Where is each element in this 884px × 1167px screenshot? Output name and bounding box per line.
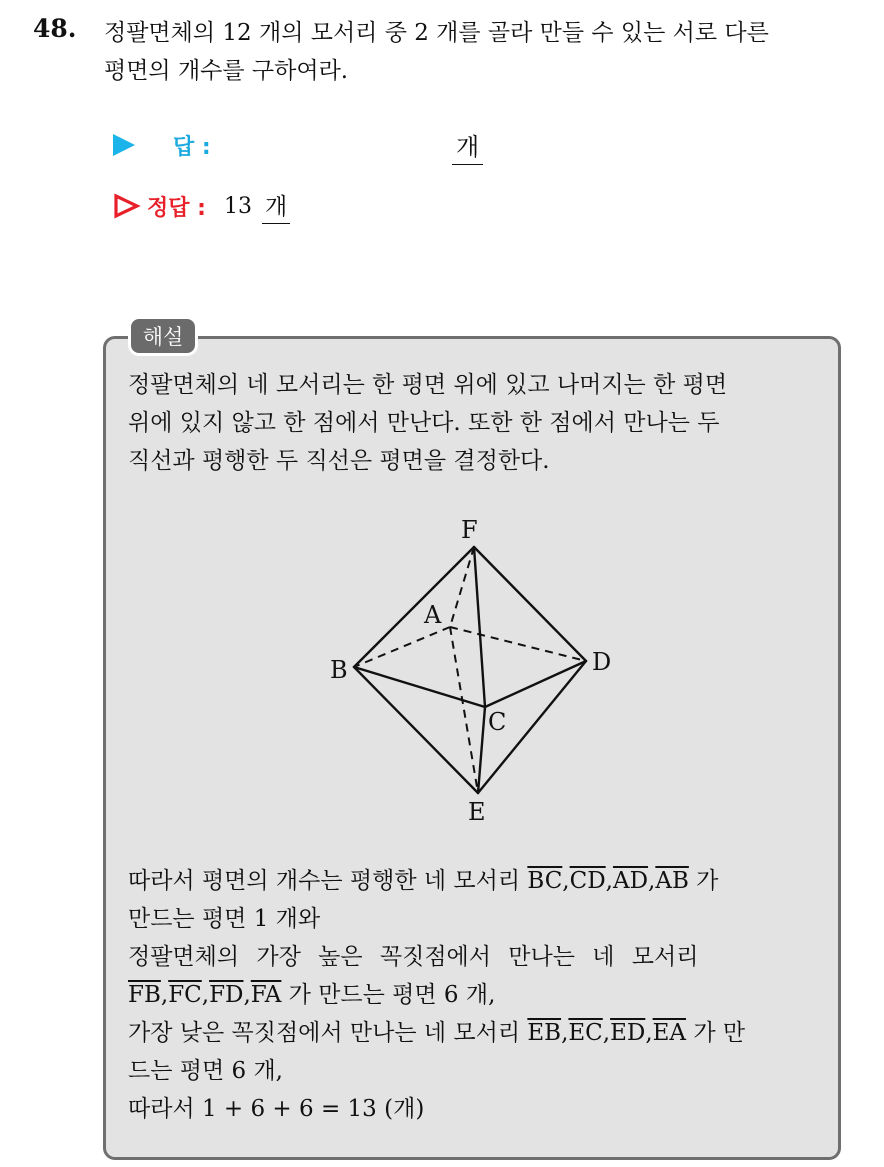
edge-notation: $\overline{AB}$	[655, 868, 689, 894]
body-text: 가 만	[693, 1020, 746, 1046]
vertex-label-C: C	[488, 708, 507, 736]
solution-body	[128, 862, 828, 1128]
outline-triangle-icon	[113, 193, 141, 219]
edge-notation: $\overline{FD}$	[209, 982, 244, 1008]
edge-notation: $\overline{BC}$	[527, 868, 563, 894]
edge-CD	[485, 661, 586, 707]
solution-tag: 해설	[128, 316, 198, 356]
answer-row	[113, 127, 211, 163]
solution-body-line: 따라서 평면의 개수는 평행한 네 모서리 $\overline{BC},\overline{CD},\overline{AD},\overline{AB}$ 가	[128, 868, 719, 894]
correct-answer-unit: 개	[262, 188, 290, 224]
body-text: 가 만드는 평면 6 개,	[288, 982, 496, 1008]
body-text: 따라서 평면의 개수는 평행한 네 모서리	[128, 868, 521, 894]
answer-blank[interactable]: 개	[452, 127, 483, 165]
correct-answer-label: 정답 :	[147, 195, 206, 221]
edge-AD	[450, 627, 586, 661]
body-text: 가장 낮은 꼭짓점에서 만나는 네 모서리	[128, 1020, 521, 1046]
correct-answer-row	[113, 188, 290, 224]
edge-notation: $\overline{EA}$	[652, 1020, 687, 1046]
question-line: 평면의 개수를 구하여라.	[104, 58, 349, 84]
solution-intro-line: 정팔면체의 네 모서리는 한 평면 위에 있고 나머지는 한 평면	[128, 372, 728, 398]
edge-notation: $\overline{CD}$	[569, 868, 606, 894]
solution-intro-line: 직선과 평행한 두 직선은 평면을 결정한다.	[128, 448, 550, 474]
edge-notation: $\overline{EC}$	[568, 1020, 603, 1046]
solution-body-line: 드는 평면 6 개,	[128, 1058, 283, 1084]
edge-FC	[474, 547, 485, 707]
solution-intro-line: 위에 있지 않고 한 점에서 만난다. 또한 한 점에서 만나는 두	[128, 410, 720, 436]
vertex-label-D: D	[592, 648, 612, 676]
edge-notation: $\overline{FA}$	[250, 982, 282, 1008]
edge-AB	[354, 627, 450, 667]
solution-body-line: 정팔면체의 가장 높은 꼭짓점에서 만나는 네 모서리	[128, 944, 699, 970]
edge-notation: $\overline{EB}$	[527, 1020, 562, 1046]
play-triangle-icon	[113, 134, 135, 156]
edge-notation: $\overline{FC}$	[168, 982, 202, 1008]
vertex-label-F: F	[461, 516, 478, 544]
vertex-label-E: E	[468, 798, 486, 826]
edge-notation: $\overline{ED}$	[610, 1020, 646, 1046]
question-line: 정팔면체의 12 개의 모서리 중 2 개를 골라 만들 수 있는 서로 다른	[104, 20, 769, 46]
solution-body-line: 따라서 1 + 6 + 6 = 13 (개)	[128, 1096, 425, 1122]
body-text: 가	[696, 868, 719, 894]
answer-label: 답 :	[173, 134, 211, 160]
edge-notation: $\overline{AD}$	[612, 868, 649, 894]
solution-body-line: 가장 낮은 꼭짓점에서 만나는 네 모서리 $\overline{EB},\overline{EC},\overline{ED},\overline{EA}$ 가 만	[128, 1020, 746, 1046]
question-number: 48.	[33, 14, 77, 43]
octahedron-figure	[320, 508, 620, 838]
solution-body-line: 만드는 평면 1 개와	[128, 906, 321, 932]
edge-FD	[474, 547, 586, 661]
vertex-label-B: B	[330, 656, 348, 684]
solution-intro	[128, 366, 828, 480]
solution-body-line: $\overline{FB},\overline{FC},\overline{FD},\overline{FA}$ 가 만드는 평면 6 개,	[128, 982, 496, 1008]
vertex-label-A: A	[424, 601, 442, 629]
correct-answer-value: 13	[223, 193, 252, 219]
edge-notation: $\overline{FB}$	[128, 982, 161, 1008]
edge-CE	[478, 707, 485, 793]
question-text	[104, 14, 864, 90]
